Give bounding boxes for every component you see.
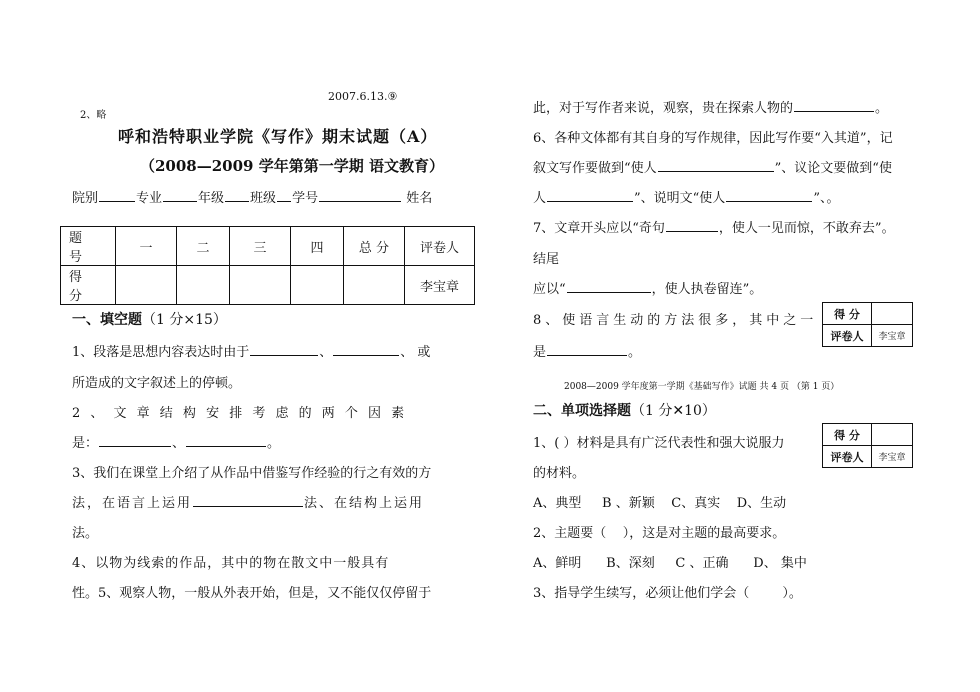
q3-line3: 法。 (72, 526, 99, 541)
q6-text: 叙文写作要做到“使人 (533, 161, 657, 176)
q7-line2: 结尾 (533, 252, 560, 267)
q1-line1 (72, 341, 430, 360)
score-table (60, 226, 475, 305)
info-label-name: 姓名 (406, 191, 433, 206)
q6-blank-2[interactable] (547, 189, 633, 202)
q1-blank-1[interactable] (250, 343, 318, 356)
q3-text: 法、在结构上运用 (304, 496, 425, 511)
score-cell[interactable] (344, 266, 405, 305)
score-cell[interactable] (177, 266, 230, 305)
q8-end: 。 (628, 345, 642, 360)
department-blank[interactable] (99, 189, 135, 202)
major-blank[interactable] (163, 189, 197, 202)
q8-blank[interactable] (547, 343, 627, 356)
q4-line1: 4、以物为线索的作品，其中的物在散文中一般具有 (72, 556, 390, 571)
info-label-class: 班级 (250, 191, 277, 206)
q2-line1: 2 、 文 章 结 构 安 排 考 虑 的 两 个 因 素 (72, 406, 408, 421)
q8-line1: 8、使语言生动的方法很多，其中之一 (533, 313, 818, 328)
section1-heading (72, 309, 227, 329)
q6-blank-1[interactable] (658, 159, 774, 172)
score-cell[interactable] (230, 266, 291, 305)
q7-text: 7、文章开头应以“奇句 (533, 221, 665, 236)
score-cell[interactable] (116, 266, 177, 305)
q6-blank-3[interactable] (726, 189, 812, 202)
r-text: 此，对于写作者来说，观察，贵在探索人物的 (533, 101, 794, 116)
q2-blank-2[interactable] (186, 434, 266, 447)
q3-line1: 3、我们在课堂上介绍了从作品中借鉴写作经验的行之有效的方 (72, 466, 432, 481)
score-table-header-cell: 一 (116, 227, 177, 266)
mini-score-box-2 (822, 423, 913, 468)
q1-blank-2[interactable] (333, 343, 399, 356)
score-table-header-row (61, 227, 475, 266)
mini-score-box-1 (822, 302, 913, 347)
q7-text: ，使人执卷留连”。 (651, 282, 763, 297)
q3-blank-1[interactable] (193, 494, 303, 507)
info-label-department: 院别 (72, 191, 99, 206)
id-blank[interactable] (319, 189, 401, 202)
score-table-header-cell: 题 号 (61, 227, 116, 266)
q6-line1: 6、各种文体都有其自身的写作规律，因此写作要“入其道”，记 (533, 131, 893, 146)
info-label-major: 专业 (136, 191, 163, 206)
exam-title: 呼和浩特职业学院《写作》期末试题（A） (118, 127, 438, 146)
q2-end: 。 (267, 436, 281, 451)
date-note: 2007.6.13.⑨ (328, 90, 398, 103)
r-end: 。 (875, 101, 889, 116)
score-table-header-cell: 总 分 (344, 227, 405, 266)
q1-sep: 、 (319, 345, 333, 360)
section1-points: （1 分×15） (142, 312, 227, 328)
score-table-header-cell: 三 (230, 227, 291, 266)
exam-subtitle: （2008—2009 学年第第一学期 语文教育） (140, 157, 444, 175)
q7-line3 (533, 278, 762, 297)
q7-text: ，使人一见而惊，不敢弃去”。 (718, 221, 895, 236)
mini-score-cell[interactable] (872, 424, 913, 446)
q2-line2 (72, 432, 280, 451)
mq1-options: A、典型 B 、新颖 C、真实 D、生动 (533, 496, 787, 511)
mini-grader-label: 评卷人 (823, 446, 872, 468)
q8-text: 是 (533, 345, 547, 360)
class-blank[interactable] (277, 189, 291, 202)
mini-grader-label: 评卷人 (823, 325, 872, 347)
q7-blank-1[interactable] (666, 219, 718, 232)
observe-blank[interactable] (794, 99, 874, 112)
score-table-header-cell: 二 (177, 227, 230, 266)
note-label: 2、略 (80, 110, 107, 121)
info-label-grade: 年级 (198, 191, 225, 206)
q3-line2 (72, 492, 424, 511)
q2-text: 是： (72, 436, 99, 451)
mini-grader-name: 李宝章 (872, 446, 913, 468)
q1-line2: 所造成的文字叙述上的停顿。 (72, 376, 242, 391)
mq2-line: 2、主题要（ ），这是对主题的最高要求。 (533, 526, 786, 541)
score-table-score-row (61, 266, 475, 305)
q45-line2: 性。5、观察人物，一般从外表开始，但是，又不能仅仅停留于 (72, 586, 432, 601)
info-line (72, 187, 432, 206)
mini-score-cell[interactable] (872, 303, 913, 325)
info-label-id: 学号 (292, 191, 319, 206)
q7-blank-2[interactable] (567, 280, 651, 293)
mq1-line1: 1、( ）材料是具有广泛代表性和强大说服力 (533, 436, 785, 451)
grade-blank[interactable] (225, 189, 249, 202)
section2-points: （1 分✕10） (631, 403, 716, 419)
q6-text: ”、。 (813, 191, 840, 206)
mini-grader-name: 李宝章 (872, 325, 913, 347)
mq3-line: 3、指导学生续写，必须让他们学会（ ）。 (533, 586, 802, 601)
section2-heading (533, 400, 716, 420)
section1-title: 一、填空题 (72, 312, 142, 328)
q1-sep: 、 或 (400, 345, 431, 360)
mini-score-label: 得 分 (823, 303, 872, 325)
q7-text: 应以“ (533, 282, 566, 297)
score-row-label: 得 分 (61, 266, 116, 305)
mq1-line2: 的材料。 (533, 466, 586, 481)
q6-text: ”、说明文“使人 (634, 191, 726, 206)
r-line1 (533, 97, 888, 116)
score-cell[interactable] (291, 266, 344, 305)
q7-line1 (533, 217, 895, 236)
grader-name: 李宝章 (405, 266, 475, 305)
q2-blank-1[interactable] (99, 434, 171, 447)
page-footer: 2008—2009 学年度第一学期《基础写作》试题 共 4 页 （第 1 页） (564, 382, 840, 392)
mq2-options: A、鲜明 B、深刻 C 、正确 D、 集中 (533, 556, 807, 571)
q6-text: 人 (533, 191, 547, 206)
score-table-header-cell: 评卷人 (405, 227, 475, 266)
q8-line2 (533, 341, 641, 360)
q6-line2 (533, 157, 892, 176)
q3-text: 法，在语言上运用 (72, 496, 193, 511)
q1-text: 1、段落是思想内容表达时由于 (72, 345, 250, 360)
q6-line3 (533, 187, 839, 206)
mini-score-label: 得 分 (823, 424, 872, 446)
section2-title: 二、单项选择题 (533, 403, 631, 419)
q6-text: ”、议论文要做到“使 (774, 161, 892, 176)
q2-sep: 、 (172, 436, 186, 451)
score-table-header-cell: 四 (291, 227, 344, 266)
